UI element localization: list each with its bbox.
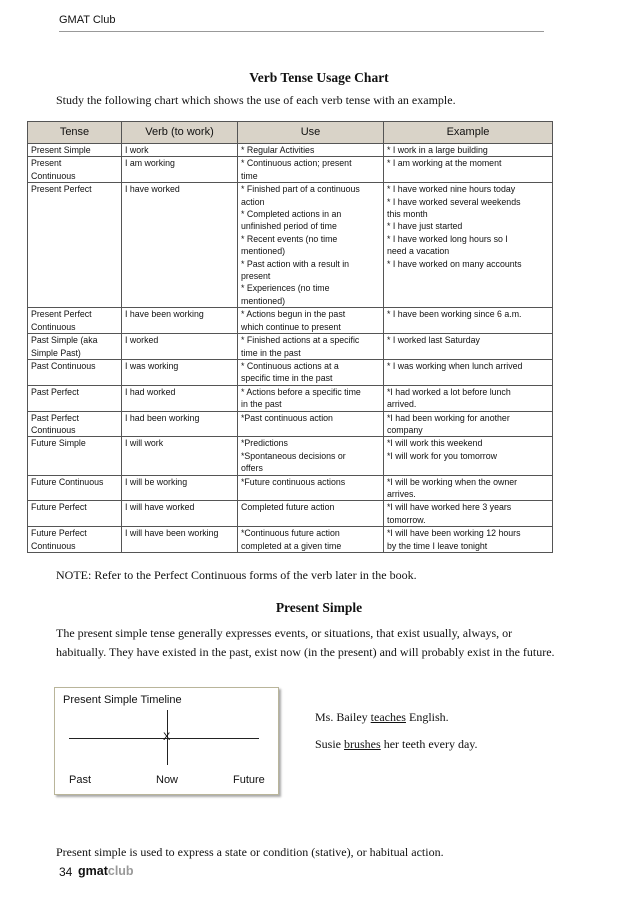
table-row — [28, 475, 553, 501]
cell-line: Present — [31, 158, 62, 169]
table-cell-example — [384, 385, 553, 411]
example-text: English. — [405, 710, 449, 724]
table-row — [28, 334, 553, 360]
cell-line: Simple Past) — [31, 347, 81, 358]
cell-line: mentioned) — [241, 246, 286, 257]
table-cell-use — [238, 385, 384, 411]
cell-line: Present Perfect — [31, 184, 92, 195]
cell-line: I have been working — [125, 309, 204, 320]
table-row — [28, 527, 553, 553]
cell-line: *Spontaneous decisions or — [241, 450, 346, 461]
cell-line: * I have worked several weekends — [387, 196, 521, 207]
cell-line: * Actions before a specific time — [241, 386, 361, 397]
cell-line: I have worked — [125, 184, 180, 195]
table-row — [28, 308, 553, 334]
table-header-row — [28, 122, 553, 144]
table-cell-verb — [122, 385, 238, 411]
cell-line: I work — [125, 145, 149, 155]
cell-line: *I will work for you tomorrow — [387, 450, 497, 461]
cell-line: * Continuous actions at a — [241, 360, 339, 371]
cell-line: * Experiences (no time — [241, 283, 330, 294]
cell-line: *Continuous future action — [241, 528, 340, 539]
cell-line: * I was working when lunch arrived — [387, 360, 523, 371]
table-row — [28, 437, 553, 475]
cell-line: I will have worked — [125, 502, 195, 513]
intro-text: Study the following chart which shows the use of each verb tense with an example. — [56, 93, 456, 107]
table-cell-tense — [28, 475, 122, 501]
header-label: GMAT Club — [59, 14, 116, 26]
cell-line: Continuous — [31, 424, 76, 435]
cell-line: * I have worked on many accounts — [387, 258, 522, 269]
header-divider — [59, 31, 544, 32]
table-cell-tense — [28, 308, 122, 334]
table-cell-tense — [28, 411, 122, 437]
column-header-tense: Tense — [28, 122, 122, 144]
timeline-label-now: Now — [156, 774, 179, 786]
logo-club: club — [107, 864, 134, 878]
example-text: Susie — [315, 737, 345, 751]
example-verb: brushes — [344, 737, 381, 751]
cell-line: * Finished actions at a specific — [241, 335, 360, 346]
table-cell-example — [384, 527, 553, 553]
cell-line: I will be working — [125, 476, 188, 487]
table-cell-use — [238, 308, 384, 334]
cell-line: offers — [241, 463, 263, 474]
timeline-label-past: Past — [69, 774, 92, 786]
timeline-label-future: Future — [233, 774, 265, 786]
table-cell-verb — [122, 157, 238, 183]
cell-line: Continuous — [31, 540, 76, 551]
table-cell-verb — [122, 501, 238, 527]
cell-line: *I will be working when the owner — [387, 476, 518, 487]
table-cell-example — [384, 144, 553, 157]
table-cell-example — [384, 308, 553, 334]
table-cell-example — [384, 475, 553, 501]
table-cell-example — [384, 437, 553, 475]
cell-line: *Future continuous actions — [241, 476, 346, 487]
cell-line: company — [387, 424, 423, 435]
cell-line: Past Perfect — [31, 386, 79, 397]
cell-line: *I will have worked here 3 years — [387, 502, 512, 513]
cell-line: in the past — [241, 399, 282, 410]
table-cell-use — [238, 157, 384, 183]
table-row — [28, 501, 553, 527]
table-row — [28, 144, 553, 157]
cell-line: * Finished part of a continuous — [241, 184, 360, 195]
table-cell-use — [238, 359, 384, 385]
cell-line: * I have been working since 6 a.m. — [387, 309, 522, 320]
table-cell-use — [238, 475, 384, 501]
cell-line: * Actions begun in the past — [241, 309, 346, 320]
table-cell-tense — [28, 144, 122, 157]
cell-line: * I worked last Saturday — [387, 335, 480, 346]
cell-line: Past Perfect — [31, 412, 79, 423]
example-verb: teaches — [370, 710, 406, 724]
table-cell-verb — [122, 437, 238, 475]
column-header-example: Example — [384, 122, 553, 144]
note-text: NOTE: Refer to the Perfect Continuous forms of the verb later in the book. — [56, 568, 417, 582]
cell-line: Present Simple — [31, 145, 91, 155]
cell-line: Completed future action — [241, 502, 335, 513]
table-row — [28, 411, 553, 437]
table-cell-example — [384, 501, 553, 527]
cell-line: * Past action with a result in — [241, 258, 350, 269]
table-cell-example — [384, 411, 553, 437]
cell-line: *Past continuous action — [241, 412, 333, 423]
table-cell-tense — [28, 527, 122, 553]
cell-line: unfinished period of time — [241, 221, 337, 232]
table-cell-use — [238, 183, 384, 308]
cell-line: Future Simple — [31, 438, 86, 449]
verb-tense-table — [27, 121, 553, 553]
section-heading: Present Simple — [275, 600, 363, 615]
cell-line: arrives. — [387, 488, 416, 499]
table-cell-tense — [28, 157, 122, 183]
cell-line: * Continuous action; present — [241, 158, 352, 169]
table-cell-verb — [122, 308, 238, 334]
cell-line: * Recent events (no time — [241, 233, 338, 244]
page-title: Verb Tense Usage Chart — [249, 70, 389, 85]
cell-line: I will have been working — [125, 528, 219, 539]
bottom-text: Present simple is used to express a state or condition (stative), or habitual action. — [56, 845, 444, 859]
table-cell-example — [384, 157, 553, 183]
cell-line: time in the past — [241, 347, 301, 358]
example-sentence-1 — [315, 710, 449, 725]
cell-line: * Completed actions in an — [241, 209, 342, 220]
table-cell-example — [384, 334, 553, 360]
table-cell-verb — [122, 359, 238, 385]
table-cell-example — [384, 359, 553, 385]
cell-line: *Predictions — [241, 438, 288, 449]
cell-line: Present Perfect — [31, 309, 92, 320]
cell-line: *I will work this weekend — [387, 438, 483, 449]
table-row — [28, 157, 553, 183]
timeline-diagram — [54, 687, 279, 795]
cell-line: * I have worked long hours so I — [387, 233, 508, 244]
cell-line: * I am working at the moment — [387, 158, 502, 169]
timeline-marker: X — [163, 731, 171, 743]
cell-line: Past Simple (aka — [31, 335, 98, 346]
cell-line: which continue to present — [241, 321, 341, 332]
cell-line: I am working — [125, 158, 175, 169]
cell-line: specific time in the past — [241, 373, 333, 384]
cell-line: I was working — [125, 360, 179, 371]
timeline-title: Present Simple Timeline — [63, 694, 182, 706]
page-number: 34 — [59, 865, 73, 879]
example-text: her teeth every day. — [380, 737, 478, 751]
cell-line: I worked — [125, 335, 159, 346]
example-text: Ms. Bailey — [315, 710, 371, 724]
table-cell-example — [384, 183, 553, 308]
cell-line: Future Continuous — [31, 476, 104, 487]
table-row — [28, 183, 553, 308]
cell-line: need a vacation — [387, 246, 450, 257]
cell-line: * I have worked nine hours today — [387, 184, 516, 195]
cell-line: mentioned) — [241, 295, 286, 306]
table-cell-use — [238, 437, 384, 475]
table-cell-verb — [122, 183, 238, 308]
cell-line: *I will have been working 12 hours — [387, 528, 521, 539]
table-row — [28, 359, 553, 385]
cell-line: present — [241, 271, 271, 282]
cell-line: Continuous — [31, 170, 76, 181]
cell-line: *I had worked a lot before lunch — [387, 386, 511, 397]
cell-line: Past Continuous — [31, 360, 96, 371]
table-cell-tense — [28, 183, 122, 308]
cell-line: * Regular Activities — [241, 145, 315, 155]
table-cell-use — [238, 501, 384, 527]
column-header-verb: Verb (to work) — [122, 122, 238, 144]
cell-line: I had been working — [125, 412, 200, 423]
cell-line: this month — [387, 209, 428, 220]
table-cell-verb — [122, 475, 238, 501]
cell-line: completed at a given time — [241, 540, 342, 551]
table-cell-use — [238, 527, 384, 553]
cell-line: by the time I leave tonight — [387, 540, 488, 551]
table-row — [28, 385, 553, 411]
section-paragraph: The present simple tense generally expresses events, or situations, that exist usually, always, or habitually. They have existed in the past, exist now (in the present) and will probably exist in the future. — [56, 626, 555, 659]
logo-gmat: gmat — [78, 864, 108, 878]
gmatclub-logo — [78, 864, 134, 878]
cell-line: Continuous — [31, 321, 76, 332]
cell-line: * I have just started — [387, 221, 463, 232]
cell-line: action — [241, 196, 265, 207]
table-cell-tense — [28, 359, 122, 385]
table-cell-tense — [28, 501, 122, 527]
cell-line: * I work in a large building — [387, 145, 488, 155]
table-cell-tense — [28, 437, 122, 475]
cell-line: arrived. — [387, 399, 417, 410]
table-cell-verb — [122, 411, 238, 437]
cell-line: tomorrow. — [387, 514, 426, 525]
table-cell-tense — [28, 334, 122, 360]
cell-line: *I had been working for another — [387, 412, 510, 423]
table-cell-use — [238, 334, 384, 360]
cell-line: I had worked — [125, 386, 176, 397]
cell-line: Future Perfect — [31, 528, 87, 539]
table-cell-verb — [122, 334, 238, 360]
cell-line: time — [241, 170, 258, 181]
table-cell-use — [238, 144, 384, 157]
example-sentence-2 — [315, 737, 478, 752]
table-cell-verb — [122, 527, 238, 553]
cell-line: I will work — [125, 438, 164, 449]
table-cell-tense — [28, 385, 122, 411]
table-cell-use — [238, 411, 384, 437]
column-header-use: Use — [238, 122, 384, 144]
cell-line: Future Perfect — [31, 502, 87, 513]
table-cell-verb — [122, 144, 238, 157]
